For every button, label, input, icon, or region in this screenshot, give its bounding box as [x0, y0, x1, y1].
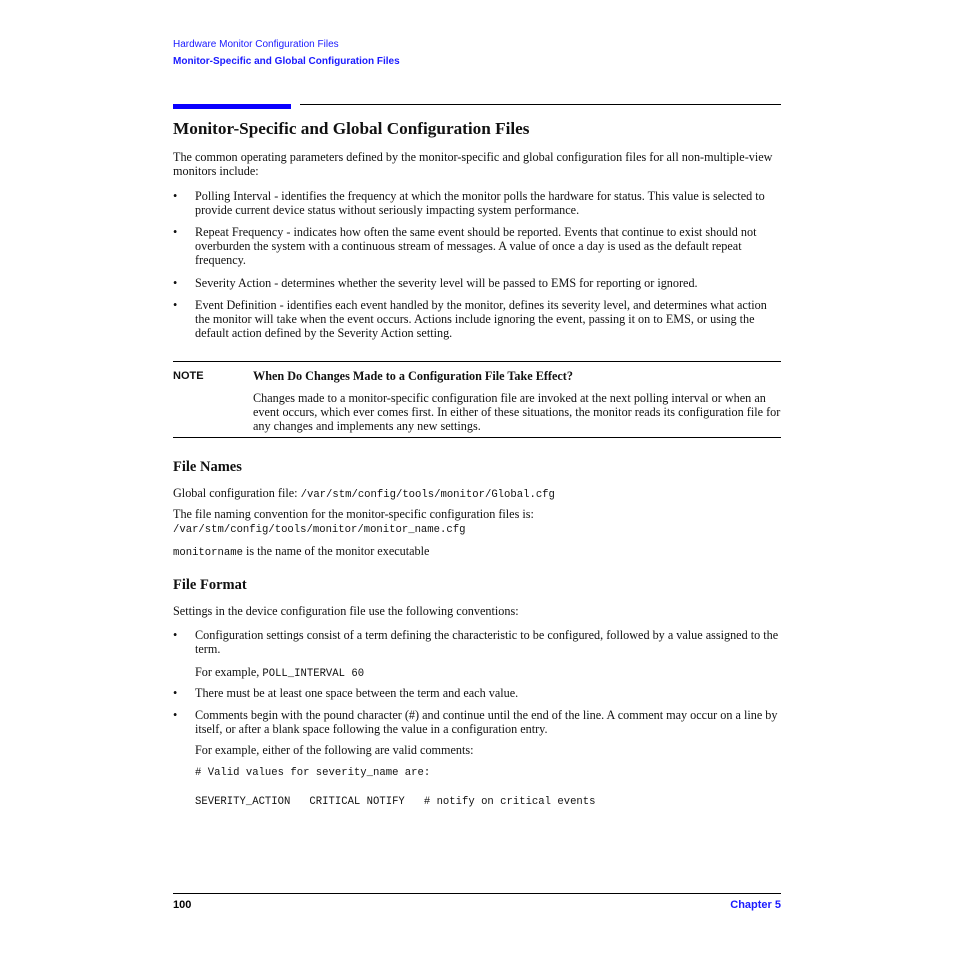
title-rule: [300, 104, 781, 105]
breadcrumb-chapter[interactable]: Hardware Monitor Configuration Files: [173, 39, 339, 50]
monitorname-description: is the name of the monitor executable: [242, 544, 430, 558]
note-label: NOTE: [173, 370, 204, 382]
chapter-link[interactable]: Chapter 5: [730, 899, 781, 911]
title-accent-bar: [173, 104, 291, 109]
example-code: POLL_INTERVAL 60: [262, 668, 365, 680]
naming-convention-path: /var/stm/config/tools/monitor/monitor_name.cfg: [173, 524, 466, 536]
bullet-marker: •: [173, 686, 178, 700]
code-comment-line: # Valid values for severity_name are:: [195, 767, 431, 779]
note-heading: When Do Changes Made to a Configuration File Take Effect?: [253, 369, 573, 383]
footer-rule: [173, 893, 781, 894]
example-comments-label: For example, either of the following are valid comments:: [195, 743, 474, 757]
bullet-marker: •: [173, 628, 178, 642]
note-top-rule: [173, 361, 781, 362]
global-config-path: /var/stm/config/tools/monitor/Global.cfg: [300, 489, 555, 501]
bullet-marker: •: [173, 298, 178, 312]
section-title: Monitor-Specific and Global Configuration Files: [173, 119, 530, 138]
intro-paragraph: The common operating parameters defined by the monitor-specific and global configuration files for all non-multiple-view monitors include:: [173, 150, 773, 179]
bullet-space-rule: There must be at least one space between the term and each value.: [195, 686, 519, 700]
bullet-marker: •: [173, 225, 178, 239]
bullet-marker: •: [173, 708, 178, 722]
bullet-event-definition: Event Definition - identifies each event handled by the monitor, defines its severity level, and determines what action the monitor will take when the event occurs. Actions include ignoring the event, passing it on to EMS, or using the default action defined by the Severity Action setting.: [195, 298, 767, 341]
bullet-marker: •: [173, 276, 178, 290]
global-config-line: [173, 486, 781, 502]
bullet-severity-action: Severity Action - determines whether the severity level will be passed to EMS for reporting or ignored.: [195, 276, 698, 290]
monitorname-code: monitorname: [173, 547, 243, 559]
file-format-intro: Settings in the device configuration file use the following conventions:: [173, 604, 519, 618]
note-body: Changes made to a monitor-specific configuration file are invoked at the next polling interval or when an event occurs, which ever comes first. In either of these situations, the monitor reads its configuration file for any changes and implements any new settings.: [253, 391, 781, 434]
bullet-config-settings: Configuration settings consist of a term defining the characteristic to be configured, followed by a value assigned to the term.: [195, 628, 779, 657]
bullet-repeat-frequency: Repeat Frequency - indicates how often the same event should be reported. Events that continue to exist should not overburden the system with a continuous stream of messages. A value of once a day is used as the default repeat frequency.: [195, 225, 757, 268]
file-names-heading: File Names: [173, 459, 242, 475]
global-config-label: Global configuration file:: [173, 486, 301, 500]
naming-convention-text: The file naming convention for the monitor-specific configuration files is:: [173, 507, 534, 521]
page-number: 100: [173, 899, 192, 911]
code-severity-line: SEVERITY_ACTION CRITICAL NOTIFY # notify on critical events: [195, 796, 596, 808]
monitorname-line: [173, 544, 781, 560]
bullet-polling-interval: Polling Interval - identifies the frequency at which the monitor polls the hardware for status. This value is selected to provide current device status without seriously impacting system performance.: [195, 189, 765, 218]
file-format-heading: File Format: [173, 577, 247, 593]
example-poll-interval: [195, 665, 781, 681]
breadcrumb-section[interactable]: Monitor-Specific and Global Configuration Files: [173, 56, 400, 67]
example-label: For example,: [195, 665, 263, 679]
bullet-marker: •: [173, 189, 178, 203]
note-bottom-rule: [173, 437, 781, 438]
bullet-comments: Comments begin with the pound character (#) and continue until the end of the line. A comment may occur on a line by itself, or after a blank space following the value in a configuration entry.: [195, 708, 778, 737]
